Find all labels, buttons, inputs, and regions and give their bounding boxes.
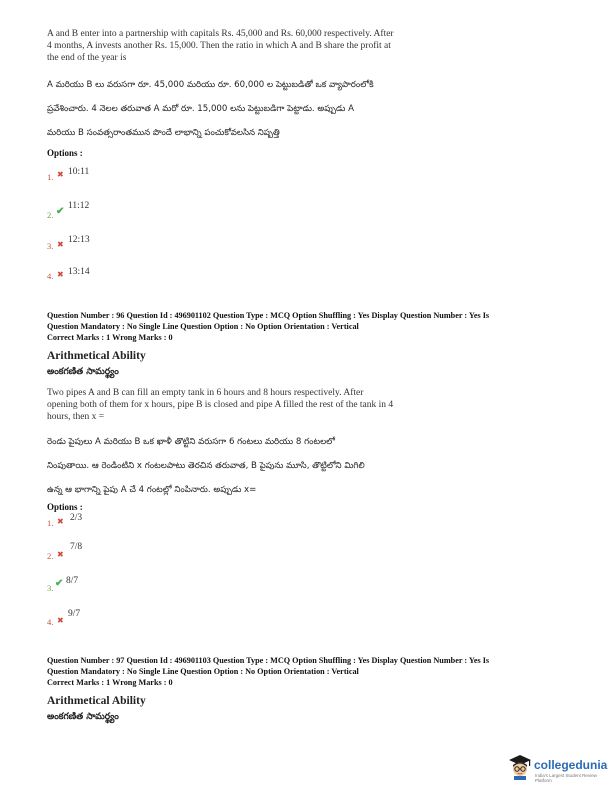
q95-english-line: the end of the year is bbox=[47, 53, 127, 63]
meta-line: Correct Marks : 1 Wrong Marks : 0 bbox=[47, 678, 173, 687]
q95-telugu-line: మరియు B సంవత్సరాంతమున పొందే లాభాన్ని పంచుకోవలసిన నిష్పత్తి bbox=[47, 128, 280, 138]
option-text: 12:13 bbox=[68, 235, 90, 245]
option-text: 8/7 bbox=[66, 576, 79, 586]
q96-telugu-line: రెండు పైపులు A మరియు B ఒక ఖాళీ తొట్టిని వరుసగా 6 గంటలు మరియు 8 గంటలలో bbox=[47, 437, 336, 447]
meta-line: Question Mandatory : No Single Line Question Option : No Option Orientation : Vertical bbox=[47, 667, 359, 676]
section-title-telugu: అంకగణిత సామర్థ్యం bbox=[47, 367, 119, 377]
q95-telugu-line: A మరియు B లు వరుసగా రూ. 45,000 మరియు రూ. 60,000 ల పెట్టుబడితో ఒక వ్యాపారంలోకి bbox=[47, 80, 374, 90]
correct-check-icon: ✔ bbox=[56, 206, 65, 217]
wrong-mark-icon: ✖ bbox=[57, 270, 64, 279]
option-text: 2/3 bbox=[70, 513, 83, 523]
q95-english-line: 4 months, A invests another Rs. 15,000. Then the ratio in which A and B share the profit at bbox=[47, 41, 391, 51]
option-number: 3. bbox=[47, 241, 54, 251]
meta-line: Question Number : 96 Question Id : 496901102 Question Type : MCQ Option Shuffling : Yes Display Question Number : Yes Is bbox=[47, 311, 490, 320]
option-number: 1. bbox=[47, 518, 54, 528]
section-title: Arithmetical Ability bbox=[47, 695, 146, 707]
option-number: 4. bbox=[47, 271, 54, 281]
option-number: 2. bbox=[47, 210, 54, 220]
option-number: 4. bbox=[47, 617, 54, 627]
q96-telugu-line: ఉన్న ఆ భాగాన్ని పైపు A చే 4 గంటల్లో నింపినారు. అప్పుడు x= bbox=[47, 485, 257, 495]
wrong-mark-icon: ✖ bbox=[57, 517, 64, 526]
wrong-mark-icon: ✖ bbox=[57, 170, 64, 179]
collegedunia-logo bbox=[508, 752, 608, 784]
meta-line: Question Number : 97 Question Id : 496901103 Question Type : MCQ Option Shuffling : Yes Display Question Number : Yes Is bbox=[47, 656, 490, 665]
option-number: 2. bbox=[47, 551, 54, 561]
logo-tagline: India's Largest Student Review Platform bbox=[535, 773, 597, 783]
q96-telugu-line: నింపుతాయి. ఆ రెండింటిని x గంటలపాటు తెరచిన తరువాత, B పైపును మూసి, తొట్టిలోని మిగిలి bbox=[47, 461, 365, 471]
option-text: 10:11 bbox=[68, 167, 90, 177]
wrong-mark-icon: ✖ bbox=[57, 550, 64, 559]
wrong-mark-icon: ✖ bbox=[57, 616, 64, 625]
section-title-telugu: అంకగణిత సామర్థ్యం bbox=[47, 712, 119, 722]
q95-telugu-line: ప్రవేశించారు. 4 నెలల తరువాత A మరో రూ. 15,000 లను పెట్టుబడిగా పెట్టాడు. అప్పుడు A bbox=[47, 104, 354, 114]
option-text: 9/7 bbox=[68, 609, 81, 619]
wrong-mark-icon: ✖ bbox=[57, 240, 64, 249]
correct-check-icon: ✔ bbox=[55, 578, 64, 589]
q96-english-line: hours, then x = bbox=[47, 412, 105, 422]
q96-english-line: Two pipes A and B can fill an empty tank in 6 hours and 8 hours respectively. After bbox=[47, 388, 364, 398]
option-number: 1. bbox=[47, 172, 54, 182]
option-text: 7/8 bbox=[70, 542, 83, 552]
meta-line: Question Mandatory : No Single Line Question Option : No Option Orientation : Vertical bbox=[47, 322, 359, 331]
q95-english-line: A and B enter into a partnership with capitals Rs. 45,000 and Rs. 60,000 respectively. After bbox=[47, 29, 394, 39]
option-number: 3. bbox=[47, 583, 54, 593]
option-text: 13:14 bbox=[68, 267, 90, 277]
option-text: 11:12 bbox=[68, 201, 90, 211]
section-title: Arithmetical Ability bbox=[47, 350, 146, 362]
q96-english-line: opening both of them for x hours, pipe B is closed and pipe A filled the rest of the tank in 4 bbox=[47, 400, 394, 410]
options-label: Options : bbox=[47, 148, 83, 158]
graduate-mascot-icon bbox=[508, 754, 532, 780]
meta-line: Correct Marks : 1 Wrong Marks : 0 bbox=[47, 333, 173, 342]
logo-name: collegedunia bbox=[534, 758, 608, 772]
options-label: Options : bbox=[47, 502, 83, 512]
